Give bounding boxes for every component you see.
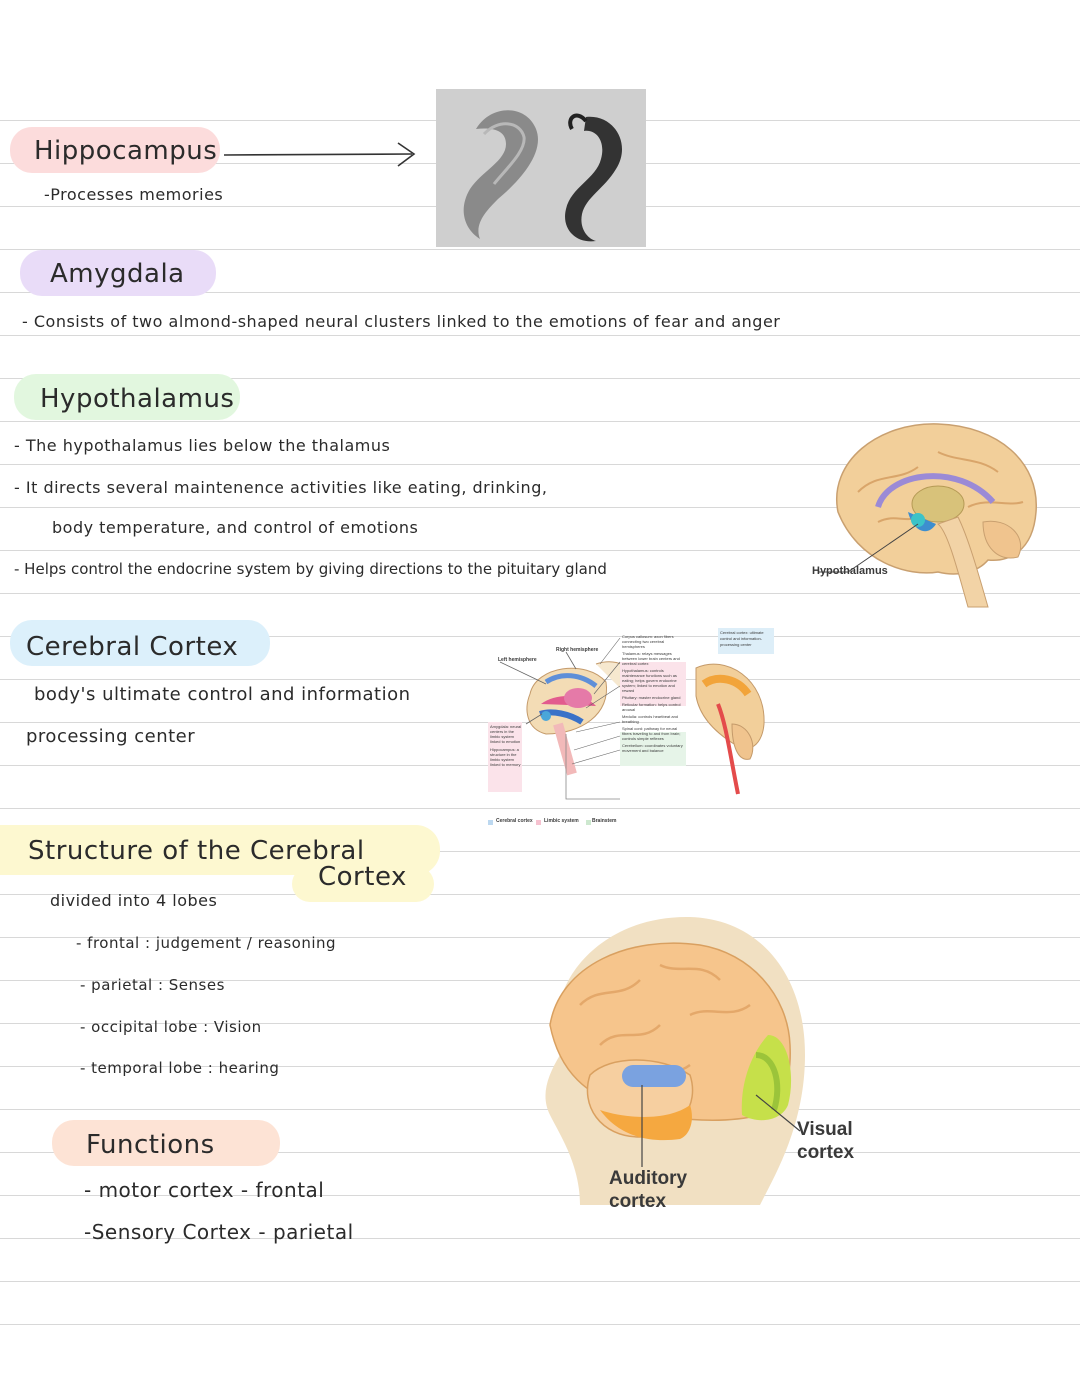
hippocampus-photo xyxy=(436,89,646,247)
function-motor: - motor cortex - frontal xyxy=(84,1178,325,1202)
legend-brainstem: Brainstem xyxy=(592,818,617,824)
legend-cerebral-cortex: Cerebral cortex xyxy=(496,818,533,824)
lobe-frontal: - frontal : judgement / reasoning xyxy=(76,934,337,952)
right-callouts xyxy=(622,634,686,753)
cerebral-cortex-line-1: body's ultimate control and information xyxy=(34,684,411,705)
amygdala-point: - Consists of two almond-shaped neural clusters linked to the emotions of fear and anger xyxy=(22,312,781,331)
lobe-parietal: - parietal : Senses xyxy=(80,976,225,994)
lobes-brain-figure xyxy=(520,905,810,1205)
lobe-occipital: - occipital lobe : Vision xyxy=(80,1018,262,1036)
reticular-formation-callout: Reticular formation: helps control arousal xyxy=(622,702,681,712)
hippocampus-point: -Processes memories xyxy=(44,185,224,204)
structure-heading-line-1: Structure of the Cerebral xyxy=(28,836,365,866)
visual-cortex-label-line-2: cortex xyxy=(797,1142,855,1163)
pituitary-callout: Pituitary: master endocrine gland xyxy=(622,695,681,700)
spinal-cord-callout: Spinal cord: pathway for neural fibers traveling to and from brain; controls simple reflexes xyxy=(622,726,681,741)
left-callouts xyxy=(490,724,524,767)
hypothalamus-point-1: - The hypothalamus lies below the thalamus xyxy=(14,436,391,455)
visual-cortex-label xyxy=(797,1118,854,1164)
legend-limbic-system: Limbic system xyxy=(544,818,579,824)
auditory-cortex-label xyxy=(609,1167,687,1213)
hypothalamus-figure-label: Hypothalamus xyxy=(812,565,888,577)
arrow-icon xyxy=(222,140,418,170)
hypothalamus-brain-figure xyxy=(818,412,1044,612)
right-hemisphere-label: Right hemisphere xyxy=(556,647,599,653)
left-hemisphere-label: Left hemisphere xyxy=(498,657,537,663)
hypothalamus-point-4: - Helps control the endocrine system by giving directions to the pituitary gland xyxy=(14,560,607,578)
auditory-cortex-label-line-1: Auditory xyxy=(609,1168,688,1189)
functions-heading: Functions xyxy=(86,1130,215,1160)
hippocampus-heading: Hippocampus xyxy=(34,136,218,166)
structure-heading-line-2: Cortex xyxy=(318,862,407,892)
lobe-temporal: - temporal lobe : hearing xyxy=(80,1059,280,1077)
amygdala-heading: Amygdala xyxy=(50,259,185,289)
hippocampus-callout: Hippocampus: a structure in the limbic system linked to memory xyxy=(490,747,521,767)
cerebral-cortex-heading: Cerebral Cortex xyxy=(26,632,239,662)
hypothalamus-point-3: body temperature, and control of emotions xyxy=(52,518,419,537)
thalamus-callout: Thalamus: relays messages between lower brain centers and cerebral cortex xyxy=(622,651,680,666)
hypothalamus-callout: Hypothalamus: controls maintenance functions such as eating; helps govern endocrine system; linked to emotion and reward xyxy=(622,668,677,693)
cortex-callout: Cerebral cortex: ultimate control and information-processing center xyxy=(720,630,764,647)
cerebellum-callout: Cerebellum: coordinates voluntary movement and balance xyxy=(622,743,683,753)
corpus-callosum-callout: Corpus callosum: axon fibers connecting two cerebral hemispheres xyxy=(622,634,674,649)
visual-cortex-label-line-1: Visual xyxy=(797,1119,853,1140)
function-sensory: -Sensory Cortex - parietal xyxy=(84,1220,354,1244)
structure-intro: divided into 4 lobes xyxy=(50,891,218,910)
amygdala-callout: Amygdala: neural centers in the limbic system linked to emotion xyxy=(490,724,522,744)
cerebral-cortex-line-2: processing center xyxy=(26,726,196,747)
medulla-callout: Medulla: controls heartbeat and breathing xyxy=(622,714,679,724)
auditory-cortex-label-line-2: cortex xyxy=(609,1191,667,1212)
hypothalamus-heading: Hypothalamus xyxy=(40,384,235,414)
hypothalamus-point-2: - It directs several maintenence activities like eating, drinking, xyxy=(14,478,548,497)
